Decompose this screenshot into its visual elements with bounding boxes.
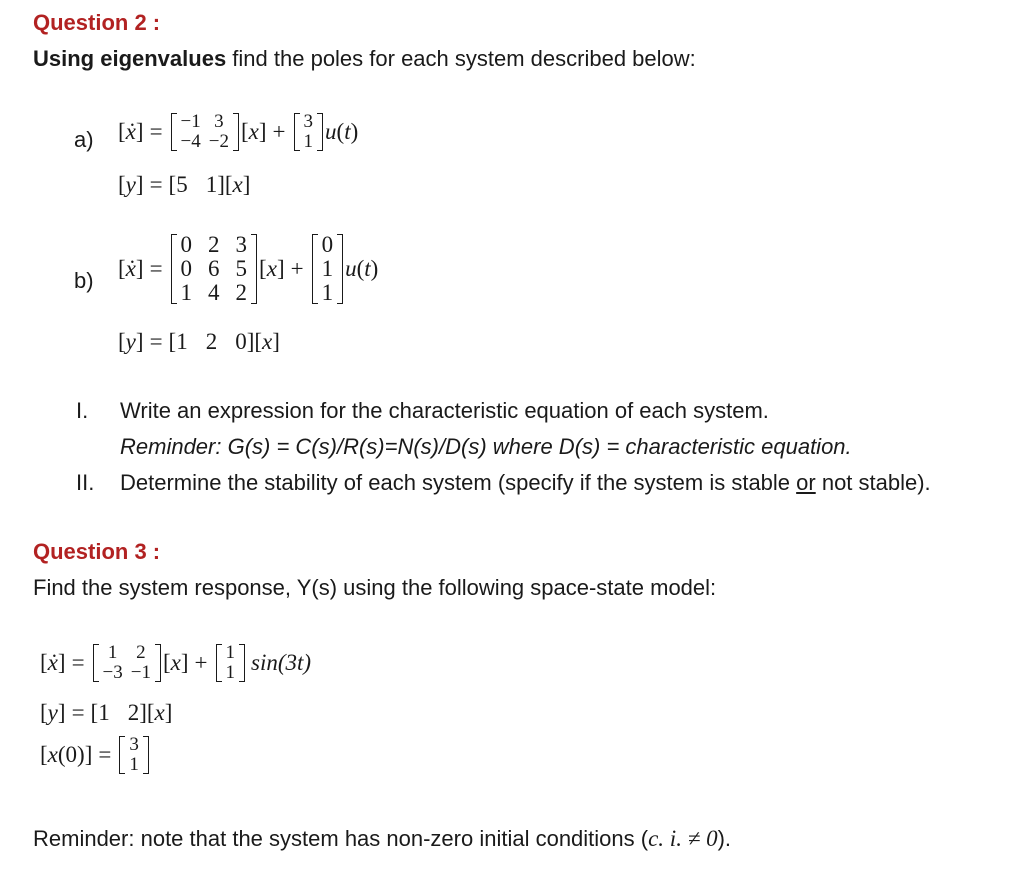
q2-item-1-num: I. xyxy=(76,398,89,423)
q3-output-eq: [y] = [ 1 2 ][x] xyxy=(40,700,173,725)
q3-B-matrix: 1 1 xyxy=(216,643,246,683)
q2-a-C-row: 5 1 xyxy=(176,172,218,197)
q3-input: sin(3t) xyxy=(251,649,312,675)
q3-state-eq: [ẋ] = 1 2 −3 −1 [x] + 1 1 sin(3t) xyxy=(40,642,312,683)
q2-a-A-matrix: −1 3 −4 −2 xyxy=(171,112,239,152)
q2-item-2-text: Determine the stability of each system (specify if the system is stable or not stable). xyxy=(120,470,931,495)
q3-title: Question 3 : xyxy=(33,539,161,564)
q2-b-C-row: 1 2 0 xyxy=(176,329,247,354)
q2-intro-bold: Using eigenvalues xyxy=(33,46,227,71)
q3-initial-condition: [x(0)] = 3 1 xyxy=(40,735,151,775)
q2-b-label: b) xyxy=(74,268,94,293)
q2-a-label: a) xyxy=(74,127,94,152)
q2-item-1-text: Write an expression for the characteristic equation of each system. xyxy=(120,398,769,423)
q2-intro xyxy=(33,46,696,72)
q2-b-output-eq: [y] = [ 1 2 0 ][x] xyxy=(118,329,280,354)
underlined-or: or xyxy=(796,470,816,495)
q2-reminder: Reminder: G(s) = C(s)/R(s)=N(s)/D(s) where D(s) = characteristic equation. xyxy=(120,434,852,459)
q3-C-row: 1 2 xyxy=(98,700,140,725)
q2-a-state-eq: [ẋ] = −1 3 −4 −2 [x] + 3 1 u (t) xyxy=(118,111,359,152)
q3-intro: Find the system response, Y(s) using the following space-state model: xyxy=(33,575,717,600)
q2-title: Question 2 : xyxy=(33,10,161,35)
q2-a-B-matrix: 3 1 xyxy=(294,112,324,152)
q3-reminder: Reminder: note that the system has non-zero initial conditions (c. i. ≠ 0). xyxy=(33,826,732,851)
q2-b-state-eq: [ẋ] = 0 2 3 0 6 5 1 4 2 [x] + 0 1 1 u (t) xyxy=(118,232,379,306)
q2-b-A-matrix: 0 2 3 0 6 5 1 4 2 xyxy=(171,233,258,305)
q2-intro-rest: find the poles for each system described below: xyxy=(226,46,696,71)
q2-a-output-eq: [y] = [ 5 1 ][x] xyxy=(118,172,251,197)
q3-A-matrix: 1 2 −3 −1 xyxy=(93,643,161,683)
q3-x0-matrix: 3 1 xyxy=(119,735,149,775)
q2-item-2-num: II. xyxy=(76,470,95,495)
q2-b-B-matrix: 0 1 1 xyxy=(312,233,344,305)
